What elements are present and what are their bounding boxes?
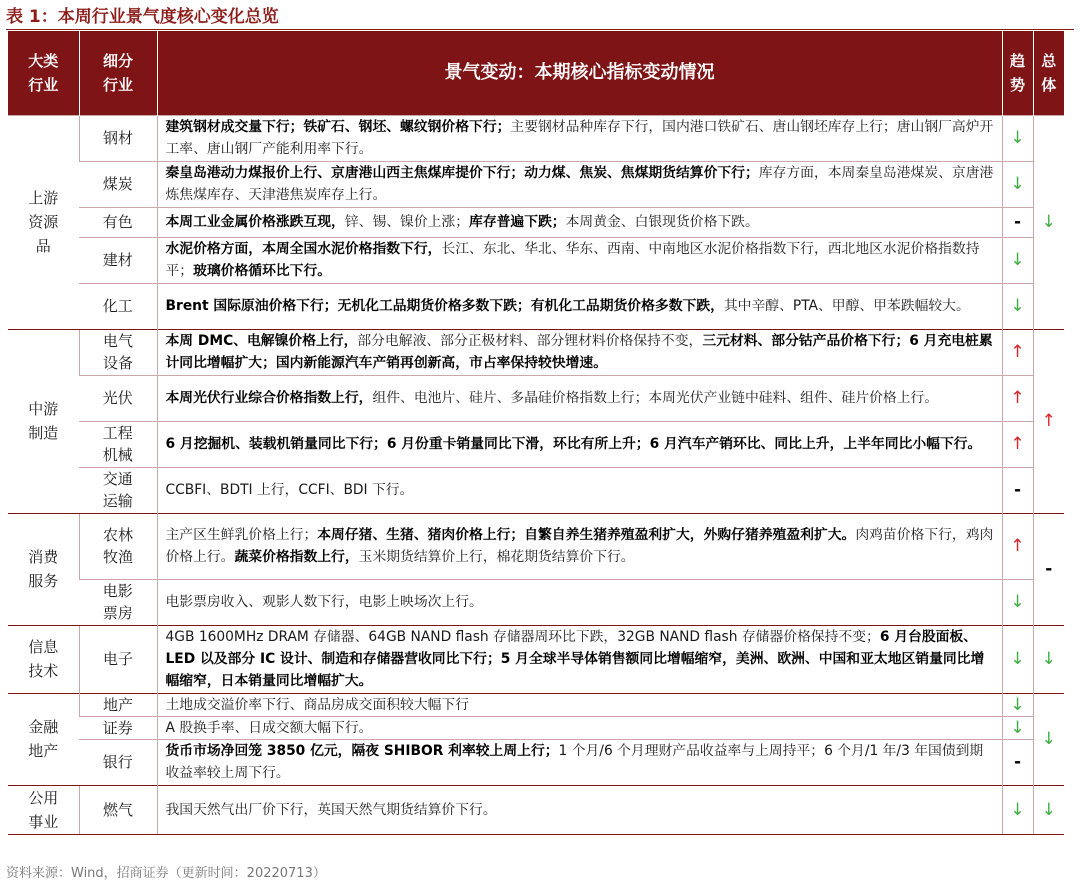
overall-arrow-down-icon: ↓	[1041, 729, 1056, 749]
trend-arrow-up-icon: ↑	[1010, 388, 1025, 408]
header-row	[8, 31, 1064, 115]
description-segment: 三元材料、部分钴产品价格下行；6 月充电桩累计同比增幅扩大；国内新能源汽车产销再创新高，市占率保持较快增速。	[165, 333, 993, 371]
trend-cell	[1002, 785, 1033, 834]
table-row	[8, 237, 1064, 283]
change-description	[157, 237, 1002, 283]
table-title: 表 1：本周行业景气度核心变化总览	[6, 7, 279, 27]
change-description	[157, 693, 1002, 716]
change-description	[157, 421, 1002, 467]
description-segment: A 股换手率、日成交额大幅下行。	[165, 719, 373, 736]
description-segment: 水泥价格方面，本周全国水泥价格指数下行，	[165, 241, 442, 257]
overall-arrow-up-icon: ↑	[1041, 411, 1056, 431]
category-label: 金融	[28, 718, 59, 736]
description-segment: 其中辛醇、PTA、甲醇、甲苯跌幅较大。	[723, 298, 970, 314]
table-row	[8, 207, 1064, 237]
description-segment: 我国天然气出厂价下行，英国天然气期货结算价下行。	[165, 801, 497, 818]
trend-cell	[1002, 421, 1033, 467]
change-description	[157, 207, 1002, 237]
source-note: 资料来源：Wind，招商证券（更新时间：20220713）	[6, 866, 326, 881]
category-cell	[8, 329, 79, 513]
subindustry-label: 交通	[102, 470, 133, 488]
trend-cell	[1002, 115, 1033, 161]
subindustry-cell	[79, 513, 157, 579]
subindustry-cell	[79, 716, 157, 739]
category-label: 服务	[28, 572, 59, 590]
subindustry-label: 有色	[102, 213, 133, 231]
category-label: 公用	[28, 788, 59, 807]
table-row	[8, 115, 1064, 161]
subindustry-label: 设备	[102, 354, 133, 372]
category-label: 资源	[28, 213, 59, 231]
subindustry-cell	[79, 579, 157, 625]
trend-arrow-down-icon: ↓	[1010, 592, 1025, 612]
description-segment: 本周 DMC、电解镍价格上行，	[165, 333, 358, 349]
trend-flat-icon: -	[1013, 212, 1022, 232]
table-row	[8, 785, 1064, 834]
title-rule	[6, 29, 1074, 30]
category-cell	[8, 785, 79, 834]
table-row	[8, 161, 1064, 207]
description-segment: 玉米期货结算价上行，棉花期货结算价下行。	[358, 549, 635, 565]
description-segment: 货币市场净回笼 3850 亿元，隔夜 SHIBOR 利率较上周上行；	[165, 743, 559, 759]
header-trend-text: 趋 势	[1009, 51, 1025, 94]
description-segment: 库存普遍下跌；	[469, 214, 566, 230]
description-segment: 主要钢材品种库存下行，国内港口铁矿石、唐山钢坯库存上行；唐山钢厂高炉开工率、唐山钢厂产能利用率下行。	[165, 119, 994, 157]
trend-flat-icon: -	[1013, 752, 1022, 772]
overall-arrow-down-icon: ↓	[1041, 212, 1056, 232]
overall-cell	[1033, 513, 1064, 625]
change-description	[157, 115, 1002, 161]
trend-arrow-up-icon: ↑	[1010, 536, 1025, 556]
description-segment: 1 个月/6 个月理财产品收益率与上周持平；6 个月/1 年/3 年国债到期收益率较上周下行。	[165, 743, 984, 781]
description-segment: 6 月台股面板、LED 以及部分 IC 设计、制造和存储器营收同比下行；5 月全球半导体销售额同比增幅缩窄，美洲、欧洲、中国和亚太地区销量同比增幅缩窄，日本销量同比增幅扩大。	[165, 629, 985, 689]
subindustry-cell	[79, 237, 157, 283]
subindustry-label: 银行	[102, 753, 133, 771]
header-main: 景气变动：本期核心指标变动情况	[157, 31, 1002, 115]
change-description	[157, 161, 1002, 207]
header-sub-text: 细分 行业	[102, 51, 133, 94]
subindustry-label: 钢材	[102, 129, 133, 147]
table-row	[8, 283, 1064, 329]
trend-cell	[1002, 467, 1033, 513]
description-segment: 6 月挖掘机、装载机销量同比下行；6 月份重卡销量同比下滑，环比有所上升；6 月汽车产销环比、同比上升，上半年同比小幅下行。	[165, 436, 982, 452]
header-sub	[79, 31, 157, 115]
overall-cell	[1033, 329, 1064, 513]
trend-arrow-up-icon: ↑	[1010, 342, 1025, 362]
table-row	[8, 579, 1064, 625]
header-total-text: 总 体	[1041, 51, 1057, 94]
trend-cell	[1002, 693, 1033, 716]
description-segment: 部分电解液、部分正极材料、部分锂材料价格保持不变，	[357, 333, 703, 349]
overall-cell	[1033, 693, 1064, 785]
description-segment: 土地成交溢价率下行、商品房成交面积较大幅下行	[165, 696, 470, 713]
overall-cell	[1033, 115, 1064, 329]
table-row	[8, 375, 1064, 421]
subindustry-label: 票房	[102, 604, 133, 622]
subindustry-label: 煤炭	[102, 175, 133, 193]
description-segment: 本周仔猪、生猪、猪肉价格上行；自繁自养生猪养殖盈利扩大，外购仔猪养殖盈利扩大。	[317, 527, 856, 543]
header-category-text: 大类 行业	[28, 51, 59, 94]
category-label: 消费	[28, 548, 59, 566]
description-segment: 电影票房收入、观影人数下行，电影上映场次上行。	[165, 594, 483, 610]
description-segment: 本周黄金、白银现货价格下跌。	[565, 214, 759, 230]
subindustry-cell	[79, 693, 157, 716]
description-segment: 主产区生鲜乳价格上行；	[165, 527, 318, 543]
category-label: 技术	[28, 662, 59, 680]
header-category	[8, 31, 79, 115]
description-segment: 库存方面，本周秦皇岛港煤炭、京唐港炼焦煤库存、天津港焦炭库存上行。	[165, 165, 994, 203]
table-row	[8, 739, 1064, 785]
change-description	[157, 283, 1002, 329]
subindustry-cell	[79, 421, 157, 467]
industry-table	[8, 31, 1064, 835]
subindustry-cell	[79, 375, 157, 421]
category-label: 地产	[28, 742, 59, 760]
category-label: 上游	[28, 189, 59, 207]
subindustry-label: 化工	[102, 297, 133, 315]
table-body	[8, 115, 1064, 834]
trend-arrow-up-icon: ↑	[1010, 434, 1025, 454]
trend-cell	[1002, 329, 1033, 375]
description-segment: 组件、电池片、硅片、多晶硅价格指数上行；本周光伏产业链中硅料、组件、硅片价格上行。	[372, 390, 939, 406]
trend-arrow-down-icon: ↓	[1010, 296, 1025, 316]
table-row	[8, 329, 1064, 375]
table-row	[8, 421, 1064, 467]
trend-cell	[1002, 237, 1033, 283]
table-row	[8, 625, 1064, 693]
overall-arrow-down-icon: ↓	[1041, 799, 1056, 820]
subindustry-label: 建材	[102, 251, 133, 269]
category-label: 信息	[28, 638, 59, 656]
subindustry-label: 燃气	[102, 800, 133, 819]
table-row	[8, 467, 1064, 513]
trend-arrow-down-icon: ↓	[1010, 128, 1025, 148]
description-segment: Brent 国际原油价格下行；无机化工品期货价格多数下跌；有机化工品期货价格多数下跌，	[165, 298, 724, 314]
change-description	[157, 513, 1002, 579]
category-label: 中游	[28, 400, 59, 418]
subindustry-cell	[79, 739, 157, 785]
change-description	[157, 625, 1002, 693]
subindustry-label: 运输	[102, 492, 133, 510]
trend-arrow-down-icon: ↓	[1010, 174, 1025, 194]
subindustry-cell	[79, 283, 157, 329]
trend-arrow-down-icon: ↓	[1010, 649, 1025, 669]
category-cell	[8, 115, 79, 329]
subindustry-label: 电影	[102, 582, 133, 600]
category-cell	[8, 693, 79, 785]
subindustry-cell	[79, 625, 157, 693]
trend-cell	[1002, 625, 1033, 693]
overall-cell	[1033, 625, 1064, 693]
category-label: 制造	[28, 424, 59, 442]
trend-cell	[1002, 579, 1033, 625]
trend-cell	[1002, 283, 1033, 329]
change-description	[157, 785, 1002, 834]
trend-cell	[1002, 161, 1033, 207]
trend-arrow-down-icon: ↓	[1010, 694, 1025, 715]
subindustry-label: 证券	[102, 718, 133, 737]
header-total	[1033, 31, 1064, 115]
trend-cell	[1002, 207, 1033, 237]
change-description	[157, 739, 1002, 785]
subindustry-label: 牧渔	[102, 548, 133, 566]
subindustry-label: 电子	[102, 650, 133, 668]
category-label: 事业	[28, 812, 59, 831]
description-segment: 秦皇岛港动力煤报价上行、京唐港山西主焦煤库提价下行；动力煤、焦炭、焦煤期货结算价下行；	[165, 165, 759, 181]
category-cell	[8, 625, 79, 693]
description-segment: 本周光伏行业综合价格指数上行，	[165, 390, 373, 406]
subindustry-label: 工程	[102, 424, 133, 442]
description-segment: 本周工业金属价格涨跌互现，	[165, 214, 345, 230]
trend-cell	[1002, 375, 1033, 421]
table-row	[8, 513, 1064, 579]
change-description	[157, 467, 1002, 513]
description-segment: 肉鸡苗价格下行，鸡肉价格上行。	[165, 527, 994, 565]
trend-arrow-down-icon: ↓	[1010, 250, 1025, 270]
description-segment: CCBFI、BDTI 上行，CCFI、BDI 下行。	[165, 482, 414, 498]
subindustry-cell	[79, 161, 157, 207]
subindustry-label: 电气	[102, 332, 133, 350]
change-description	[157, 375, 1002, 421]
trend-flat-icon: -	[1013, 480, 1022, 500]
subindustry-label: 光伏	[102, 389, 133, 407]
overall-flat-icon: -	[1045, 559, 1053, 579]
subindustry-cell	[79, 207, 157, 237]
trend-arrow-down-icon: ↓	[1010, 717, 1025, 738]
description-segment: 长江、东北、华北、华东、西南、中南地区水泥价格指数下行，西北地区水泥价格指数持平；	[165, 241, 980, 279]
description-segment: 蔬菜价格指数上行，	[234, 549, 359, 565]
change-description	[157, 329, 1002, 375]
subindustry-cell	[79, 785, 157, 834]
table-row	[8, 716, 1064, 739]
change-description	[157, 716, 1002, 739]
subindustry-cell	[79, 115, 157, 161]
description-segment: 玻璃价格循环比下行。	[193, 263, 332, 279]
description-segment: 建筑钢材成交量下行；铁矿石、钢坯、螺纹钢价格下行；	[165, 119, 511, 135]
trend-cell	[1002, 739, 1033, 785]
overall-cell	[1033, 785, 1064, 834]
trend-arrow-down-icon: ↓	[1010, 799, 1025, 820]
trend-cell	[1002, 716, 1033, 739]
description-segment: 4GB 1600MHz DRAM 存储器、64GB NAND flash 存储器周环比下跌，32GB NAND flash 存储器价格保持不变；	[165, 629, 880, 645]
table-row	[8, 693, 1064, 716]
category-label: 品	[35, 237, 51, 255]
description-segment: 锌、锡、镍价上涨；	[344, 214, 470, 230]
header-trend	[1002, 31, 1033, 115]
change-description	[157, 579, 1002, 625]
subindustry-label: 地产	[102, 695, 133, 714]
overall-arrow-down-icon: ↓	[1041, 649, 1056, 669]
subindustry-label: 农林	[102, 526, 133, 544]
subindustry-cell	[79, 329, 157, 375]
subindustry-cell	[79, 467, 157, 513]
subindustry-label: 机械	[102, 446, 133, 464]
category-cell	[8, 513, 79, 625]
trend-cell	[1002, 513, 1033, 579]
